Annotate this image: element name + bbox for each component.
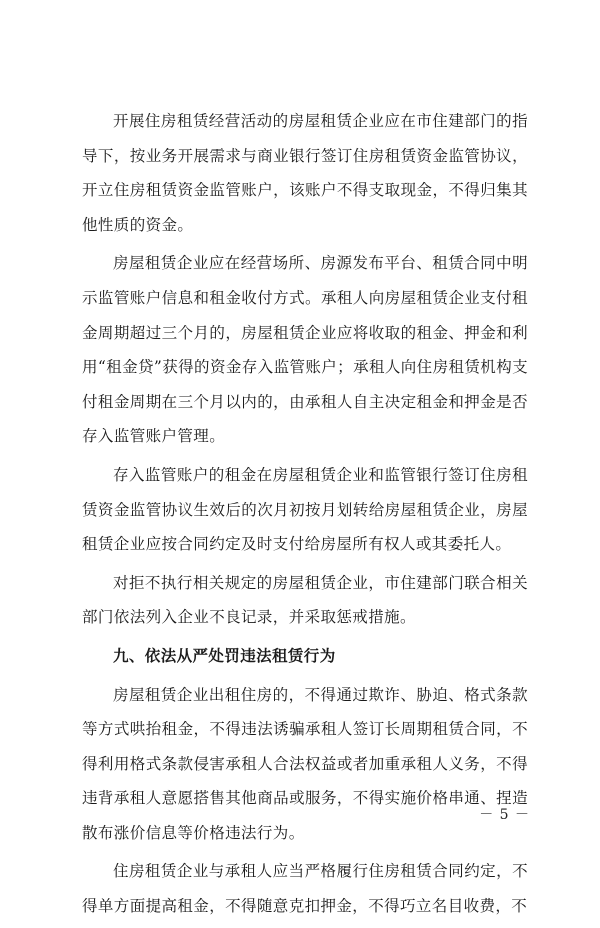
document-body: [82, 104, 528, 928]
paragraph-rental-prohibitions: 房屋租赁企业出租住房的，不得通过欺诈、胁迫、格式条款等方式哄抬租金，不得违法诱骗承租人签订长周期租赁合同，不得利用格式条款侵害承租人合法权益或者加重承租人义务，不得违背承租人意愿搭售其他商品或服务，不得实施价格串通、捏造散布涨价信息等价格违法行为。: [82, 685, 528, 842]
paragraph-rent-transfer: 存入监管账户的租金在房屋租赁企业和监管银行签订住房租赁资金监管协议生效后的次月初按月划转给房屋租赁企业，房屋租赁企业应按合同约定及时支付给房屋所有权人或其委托人。: [82, 465, 528, 554]
paragraph-penalty-record: 对拒不执行相关规定的房屋租赁企业，市住建部门联合相关部门依法列入企业不良记录，并采取惩戒措施。: [82, 573, 528, 627]
paragraph-account-disclosure: 房屋租赁企业应在经营场所、房源发布平台、租赁合同中明示监管账户信息和租金收付方式。承租人向房屋租赁企业支付租金周期超过三个月的，房屋租赁企业应将收取的租金、押金和利用“租金贷”获得的资金存入监管账户；承租人向住房租赁机构支付租金周期在三个月以内的，由承租人自主决定租金和押金是否存入监管账户管理。: [82, 254, 528, 446]
section-heading: 九、依法从严处罚违法租赁行为: [113, 646, 336, 665]
paragraph-contract-obligations: 住房租赁企业与承租人应当严格履行住房租赁合同约定，不得单方面提高租金，不得随意克扣押金，不得巧立名目收费，不: [82, 862, 528, 916]
page-number: － 5 －: [479, 807, 530, 823]
paragraph-supervision-account: 开展住房租赁经营活动的房屋租赁企业应在市住建部门的指导下，按业务开展需求与商业银行签订住房租赁资金监管协议，开立住房租赁资金监管账户，该账户不得支取现金，不得归集其他性质的资金。: [82, 112, 528, 234]
